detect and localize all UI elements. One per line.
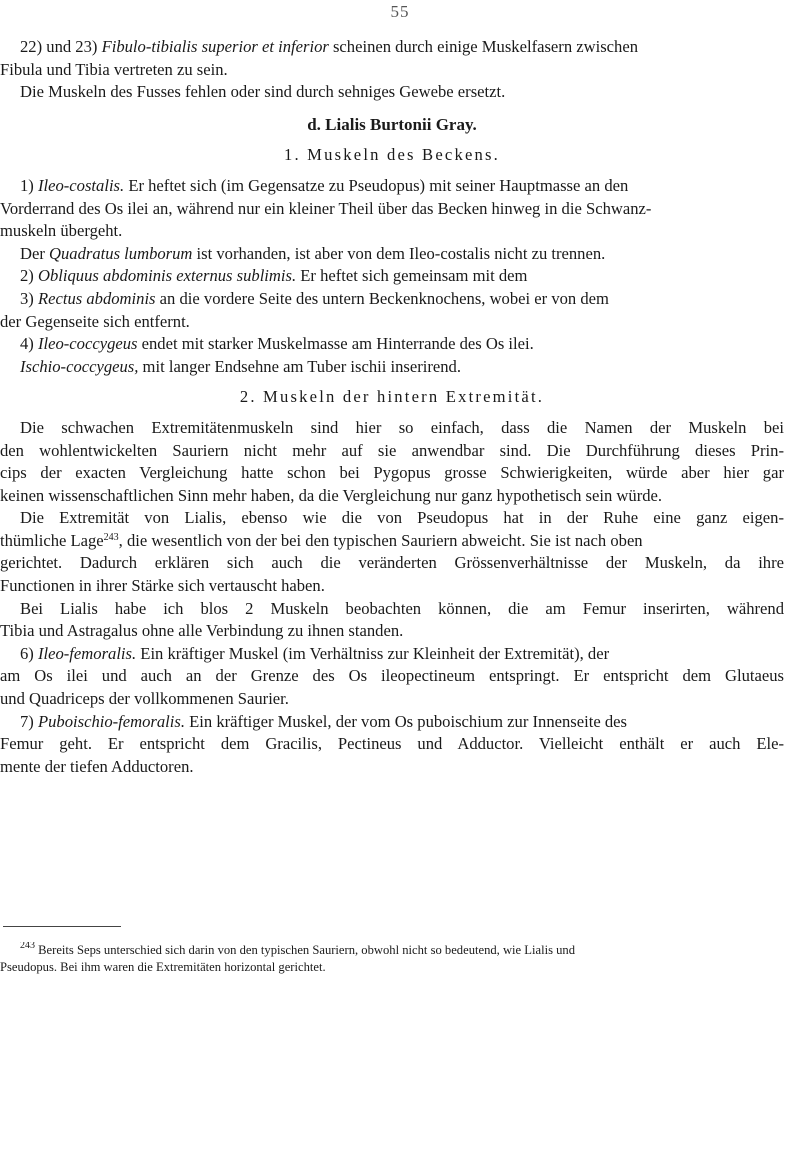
text-line: am Os ilei und auch an der Grenze des Os ileopectineum entspringt. Er entspricht dem Glutaeus: [0, 666, 784, 686]
page-number: 55: [390, 2, 410, 21]
text-line: muskeln übergeht.: [0, 221, 123, 241]
muscle-name: Ileo-coccygeus: [37, 334, 138, 354]
footnote: [0, 942, 784, 976]
footnote-line: $^{243}$ Bereits Seps unterschied sich darin von den typischen Sauriern, obwohl nicht so bedeutend, wie Lialis und: [20, 942, 576, 957]
text-line: Femur geht. Er entspricht dem Gracilis, Pectineus und Adductor. Vielleicht enthält er auch Ele-: [0, 734, 784, 754]
subsection-heading-extremitaet: 2. Muskeln der hintern Extremität.: [239, 387, 545, 407]
text-line: den wohlentwickelten Sauriern nicht mehr auf sie anwendbar sind. Die Durchführung dieses Prin-: [0, 440, 784, 460]
paragraph-fibulo-tibialis: 22) und 23) Fibulo-tibialis superior et inferior scheinen durch einige Muskelfasern zwischen: [20, 37, 639, 56]
section-heading-lialis: d. Lialis Burtonii Gray.: [307, 114, 477, 134]
paragraph-ileo-femoralis: 6) Ileo-femoralis. Ein kräftiger Muskel (im Verhältniss zur Kleinheit der Extremität), der: [20, 643, 610, 663]
muscle-name: Puboischio-femoralis.: [37, 711, 186, 731]
text-line: und Quadriceps der vollkommenen Saurier.: [0, 689, 289, 709]
text-line: mente der tiefen Adductoren.: [0, 756, 194, 776]
muscle-name: Obliquus abdominis externus sublimis.: [37, 266, 297, 286]
paragraph-quadratus: Der Quadratus lumborum ist vorhanden, ist aber von dem Ileo-costalis nicht zu trennen.: [20, 243, 606, 263]
text-line: Bei Lialis habe ich blos 2 Muskeln beobachten können, die am Femur inserirten, während: [20, 598, 784, 618]
text-line: Die schwachen Extremitätenmuskeln sind hier so einfach, dass die Namen der Muskeln bei: [20, 417, 784, 437]
muscle-name: Ischio-coccygeus,: [20, 356, 139, 376]
text-line: Functionen in ihrer Stärke sich vertauscht haben.: [0, 576, 325, 596]
muscle-name: Quadratus lumborum: [49, 243, 193, 263]
text-line: Vorderrand des Os ilei an, während nur ein kleiner Theil über das Becken hinweg in die Schwanz-: [0, 198, 652, 218]
text-line: thümliche Lage$^{243}$, die wesentlich von der bei den typischen Sauriern abweicht. Sie ist nach oben: [0, 530, 643, 550]
muscle-name: Rectus abdominis: [37, 288, 156, 308]
muscle-name: Ileo-femoralis.: [37, 643, 137, 663]
paragraph-ileo-costalis: 1) Ileo-costalis. Er heftet sich (im Gegensatze zu Pseudopus) mit seiner Hauptmasse an den: [20, 175, 629, 195]
footnote-line: Pseudopus. Bei ihm waren die Extremitäten horizontal gerichtet.: [0, 960, 326, 974]
text-line: Tibia und Astragalus ohne alle Verbindung zu ihnen standen.: [0, 621, 404, 641]
text-line: Fibula und Tibia vertreten zu sein.: [0, 59, 228, 79]
footnote-number: 243: [20, 942, 35, 951]
muscle-name: Ileo-costalis.: [37, 175, 125, 195]
muscle-name: Fibulo-tibialis superior et inferior: [101, 37, 329, 56]
paragraph-ileo-coccygeus: 4) Ileo-coccygeus endet mit starker Muskelmasse am Hinterrande des Os ilei.: [20, 334, 534, 354]
text-line: cips der exacten Vergleichung hatte schon bei Pygopus grosse Schwierigkeiten, würde aber hier gar: [0, 463, 784, 483]
text-line: Die Extremität von Lialis, ebenso wie die von Pseudopus hat in der Ruhe eine ganz eigen-: [20, 508, 784, 528]
subsection-heading-becken: 1. Muskeln des Beckens.: [283, 145, 501, 165]
paragraph-obliquus: 2) Obliquus abdominis externus sublimis. Er heftet sich gemeinsam mit dem: [20, 266, 528, 286]
footnote-divider: [3, 926, 121, 927]
paragraph-puboischio-femoralis: 7) Puboischio-femoralis. Ein kräftiger Muskel, der vom Os puboischium zur Innenseite des: [20, 711, 627, 731]
paragraph-fuss: Die Muskeln des Fusses fehlen oder sind durch sehniges Gewebe ersetzt.: [20, 82, 506, 102]
footnote-marker: 243: [103, 531, 119, 543]
paragraph-ischio-coccygeus: Ischio-coccygeus, mit langer Endsehne am Tuber ischii inserirend.: [20, 356, 462, 376]
text-line: keinen wissenschaftlichen Sinn mehr haben, da die Vergleichung nur ganz hypothetisch sein würde.: [0, 485, 663, 505]
text-line: gerichtet. Dadurch erklären sich auch die veränderten Grössenverhältnisse der Muskeln, da ihre: [0, 553, 784, 573]
text-line: der Gegenseite sich entfernt.: [0, 311, 190, 331]
paragraph-rectus: 3) Rectus abdominis an die vordere Seite des untern Beckenknochens, wobei er von dem: [20, 288, 609, 308]
main-text: [0, 36, 784, 778]
